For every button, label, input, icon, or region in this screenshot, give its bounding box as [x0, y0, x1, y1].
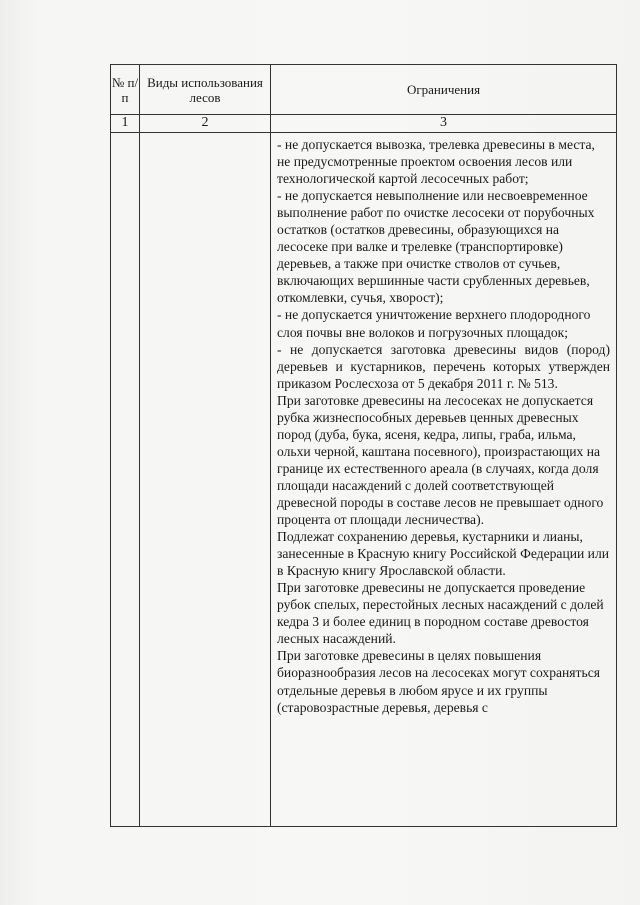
- restriction-paragraph: - не допускается невыполнение или несвоевременное выполнение работ по очистке лесосеки от порубочных остатков (остатков древесины, образующихся на лесосеке при валке и трелевке (транспортировке) деревьев, а также при очистке стволов от сучьев, включающих вершинные части срубленных деревьев, откомлевки, сучья, хворост);: [277, 188, 595, 306]
- table-numbering-row: [111, 115, 617, 133]
- empty-usage-cell: [140, 133, 271, 827]
- restriction-paragraph: - не допускается заготовка древесины видов (пород) деревьев и кустарников, перечень которых утвержден приказом Рослесхоза от 5 декабря 2011 г. № 513.: [277, 341, 610, 391]
- column-number-2: 2: [140, 115, 271, 133]
- empty-number-cell: [111, 133, 140, 827]
- restriction-paragraph: При заготовке древесины в целях повышения биоразнообразия лесов на лесосеках могут сохраняться отдельные деревья в любом ярусе и их группы (старовозрастные деревья, деревья с: [277, 648, 600, 715]
- header-usage-types: Виды использования лесов: [140, 65, 271, 115]
- table-header-row: [111, 65, 617, 115]
- restriction-paragraph: При заготовке древесины не допускается проведение рубок спелых, перестойных лесных насаждений с долей кедра 3 и более единиц в породном составе древостоя лесных насаждений.: [277, 580, 604, 647]
- restrictions-cell: [271, 133, 617, 827]
- restriction-paragraph: Подлежат сохранению деревья, кустарники и лианы, занесенные в Красную книгу Российской Федерации или в Красную книгу Ярославской области.: [277, 529, 610, 579]
- restriction-paragraph: - не допускается уничтожение верхнего плодородного слоя почвы вне волоков и погрузочных площадок;: [277, 307, 591, 340]
- restrictions-table: [110, 64, 617, 827]
- column-number-3: 3: [271, 115, 617, 133]
- header-restrictions: Ограничения: [271, 65, 617, 115]
- restriction-paragraph: При заготовке древесины на лесосеках не допускается рубка жизнеспособных деревьев ценных древесных пород (дуба, бука, ясеня, кедра, липы, граба, ильма, ольхи черной, каштана посевного), произрастающих на границе их естественного ареала (в случаях, когда доля площади насаждений с долей соответствующей древесной породы в составе лесов не превышает одного процента от площади лесничества).: [277, 392, 604, 528]
- restriction-paragraph: - не допускается вывозка, трелевка древесины в места, не предусмотренные проектом освоения лесов или технологической картой лесосечных работ;: [277, 137, 595, 187]
- column-number-1: 1: [111, 115, 140, 133]
- table-row: [111, 133, 617, 827]
- header-number: № п/ п: [111, 65, 140, 115]
